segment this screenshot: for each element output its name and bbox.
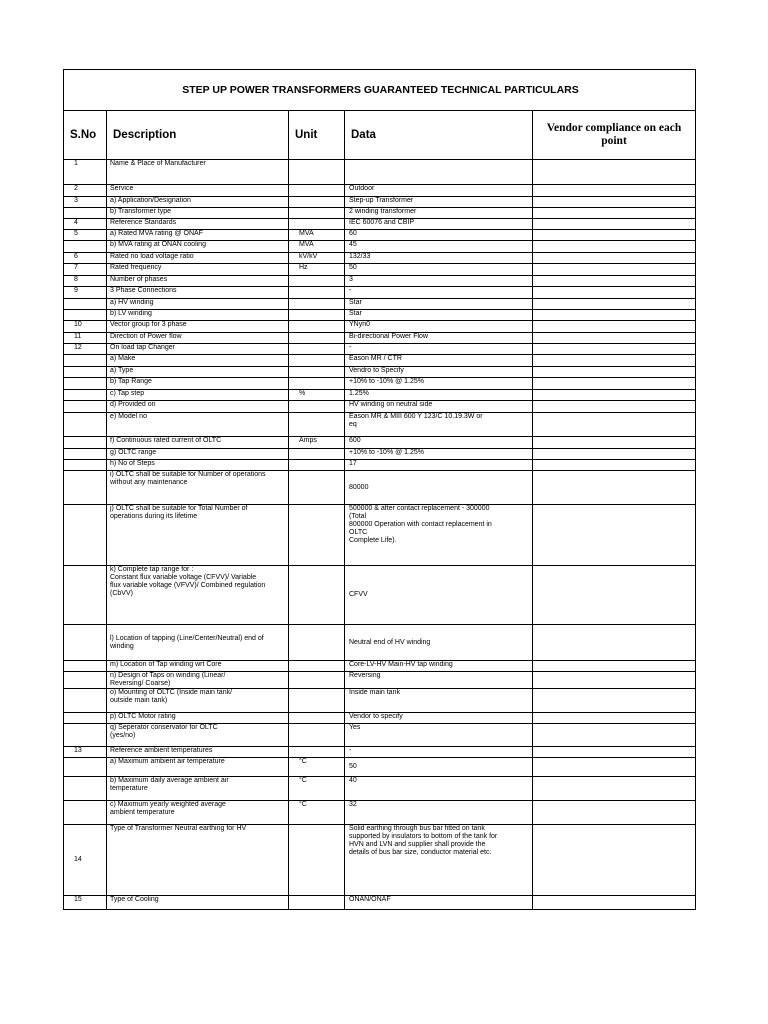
row-data: ONAN/ONAF [345,896,533,910]
header-description: Description [107,111,289,160]
row-vendor-compliance [533,724,696,747]
row-unit [289,287,345,299]
row-data: Inside main tank [345,689,533,713]
row-sno [64,777,107,801]
row-sno [64,724,107,747]
row-description: d) Provided on [107,401,289,413]
row-data: - [345,344,533,355]
row-vendor-compliance [533,355,696,367]
row-data: 45 [345,241,533,253]
table-row [64,185,696,197]
row-data: Core-LV-HV Main-HV tap winding [345,661,533,672]
title-row [64,70,696,111]
row-unit [289,661,345,672]
table-row [64,505,696,566]
row-unit [289,208,345,219]
row-sno: 13 [64,747,107,758]
row-data: 600 [345,437,533,449]
row-data: 60 [345,230,533,241]
row-data: CFVV [345,566,533,625]
table-row [64,310,696,321]
row-unit [289,713,345,724]
row-vendor-compliance [533,505,696,566]
row-vendor-compliance [533,264,696,276]
row-data: - [345,287,533,299]
row-vendor-compliance [533,460,696,471]
row-sno [64,437,107,449]
row-data: YNyn0 [345,321,533,333]
row-description: 3 Phase Connections [107,287,289,299]
row-sno [64,713,107,724]
table-row [64,672,696,689]
row-sno: 7 [64,264,107,276]
row-description: a) HV winding [107,299,289,310]
row-sno: 3 [64,197,107,208]
table-row [64,241,696,253]
table-row [64,413,696,437]
row-sno [64,390,107,401]
row-data: Outdoor [345,185,533,197]
row-unit [289,449,345,460]
table-row [64,321,696,333]
row-sno: 10 [64,321,107,333]
row-sno [64,505,107,566]
row-vendor-compliance [533,390,696,401]
row-sno [64,758,107,777]
table-row [64,264,696,276]
row-data: 17 [345,460,533,471]
row-vendor-compliance [533,219,696,230]
row-sno: 9 [64,287,107,299]
row-unit [289,310,345,321]
row-data: 80000 [345,471,533,505]
table-row [64,777,696,801]
row-description: b) MVA rating at ONAN cooling [107,241,289,253]
table-row [64,825,696,896]
row-description: Rated no load voltage ratio [107,253,289,264]
row-unit: % [289,390,345,401]
row-unit [289,219,345,230]
row-sno: 1 [64,160,107,185]
row-sno [64,672,107,689]
row-vendor-compliance [533,625,696,661]
row-data: Step-up Transformer [345,197,533,208]
row-unit: kV/kV [289,253,345,264]
row-vendor-compliance [533,661,696,672]
row-unit [289,566,345,625]
table-row [64,471,696,505]
row-description: Reference Standards [107,219,289,230]
row-data: 1.25% [345,390,533,401]
row-description: b) LV winding [107,310,289,321]
row-unit [289,625,345,661]
table-row [64,344,696,355]
row-description: a) Application/Designation [107,197,289,208]
row-unit [289,185,345,197]
row-vendor-compliance [533,276,696,287]
table-row [64,449,696,460]
row-sno: 4 [64,219,107,230]
row-description: Number of phases [107,276,289,287]
row-data: - [345,747,533,758]
row-vendor-compliance [533,413,696,437]
row-vendor-compliance [533,333,696,344]
row-description: c) Tap step [107,390,289,401]
row-data: 40 [345,777,533,801]
row-vendor-compliance [533,471,696,505]
row-unit: Hz [289,264,345,276]
row-unit [289,724,345,747]
row-description: Rated frequency [107,264,289,276]
row-description: h) No of Steps [107,460,289,471]
table-row [64,299,696,310]
row-sno [64,367,107,378]
table-row [64,197,696,208]
table-row [64,160,696,185]
row-vendor-compliance [533,253,696,264]
row-data: 2 winding transformer [345,208,533,219]
row-sno [64,689,107,713]
row-description: a) Type [107,367,289,378]
row-description: e) Model no [107,413,289,437]
row-sno [64,801,107,825]
row-description: n) Design of Taps on winding (Linear/ Reversing/ Coarse) [107,672,289,689]
row-data: +10% to -10% @ 1.25% [345,449,533,460]
row-unit [289,401,345,413]
row-sno: 8 [64,276,107,287]
row-vendor-compliance [533,801,696,825]
row-data: 50 [345,758,533,777]
row-sno [64,241,107,253]
row-description: Type of Cooling [107,896,289,910]
table-row [64,401,696,413]
row-description: b) Maximum daily average ambient air temperature [107,777,289,801]
table-row [64,276,696,287]
document-title: STEP UP POWER TRANSFORMERS GUARANTEED TECHNICAL PARTICULARS [64,70,696,111]
row-sno: 5 [64,230,107,241]
row-data: Eason MR / CTR [345,355,533,367]
row-vendor-compliance [533,777,696,801]
row-description: Type of Transformer Neutral earthing for HV [107,825,289,896]
row-sno [64,355,107,367]
row-vendor-compliance [533,321,696,333]
header-data: Data [345,111,533,160]
row-data: Solid earthing through bus bar fitted on tank supported by insulators to bottom of the tank for HVN and LVN and supplier shall provide the details of bus bar size, conductor material etc. [345,825,533,896]
row-description: q) Seperator conservator for OLTC (yes/no) [107,724,289,747]
table-row [64,437,696,449]
row-description: c) Maximum yearly weighted average ambient temperature [107,801,289,825]
row-description: b) Tap Range [107,378,289,390]
row-sno [64,208,107,219]
table-row [64,896,696,910]
table-row [64,355,696,367]
table-row [64,747,696,758]
row-sno [64,310,107,321]
row-vendor-compliance [533,896,696,910]
row-sno [64,661,107,672]
row-unit [289,460,345,471]
row-unit [289,299,345,310]
row-sno [64,378,107,390]
row-data: Reversing [345,672,533,689]
row-description: Name & Place of Manufacturer [107,160,289,185]
row-unit [289,471,345,505]
row-description: i) OLTC shall be suitable for Number of operations without any maintenance [107,471,289,505]
row-unit [289,689,345,713]
row-description: a) Make [107,355,289,367]
row-vendor-compliance [533,747,696,758]
table-row [64,566,696,625]
table-row [64,253,696,264]
row-description: On load tap Changer [107,344,289,355]
row-vendor-compliance [533,197,696,208]
row-vendor-compliance [533,344,696,355]
table-row [64,287,696,299]
row-data: IEC 60076 and CBIP [345,219,533,230]
row-unit [289,197,345,208]
row-data: HV winding on neutral side [345,401,533,413]
row-description: Reference ambient temperatures [107,747,289,758]
row-description: Direction of Power flow [107,333,289,344]
row-description: j) OLTC shall be suitable for Total Number of operations during its lifetime [107,505,289,566]
row-data: 3 [345,276,533,287]
row-data: 50 [345,264,533,276]
row-vendor-compliance [533,713,696,724]
table-row [64,689,696,713]
table-row [64,661,696,672]
row-description: a) Maximum ambient air temperature [107,758,289,777]
row-vendor-compliance [533,437,696,449]
table-row [64,801,696,825]
header-vendor-compliance: Vendor compliance on each point [533,111,696,160]
row-sno [64,566,107,625]
row-data: Bi-directional Power Flow [345,333,533,344]
row-unit [289,825,345,896]
row-sno: 11 [64,333,107,344]
header-unit: Unit [289,111,345,160]
row-unit [289,160,345,185]
row-description: f) Continuous rated current of OLTC [107,437,289,449]
row-unit [289,355,345,367]
table-row [64,230,696,241]
row-description: b) Transformer type [107,208,289,219]
row-sno [64,413,107,437]
row-unit [289,413,345,437]
table-row [64,724,696,747]
row-description: Vector group for 3 phase [107,321,289,333]
row-unit [289,276,345,287]
row-unit: Amps [289,437,345,449]
row-vendor-compliance [533,287,696,299]
row-sno: 15 [64,896,107,910]
technical-particulars-table [63,69,696,910]
row-sno [64,299,107,310]
row-sno [64,449,107,460]
header-row [64,111,696,160]
row-vendor-compliance [533,401,696,413]
row-unit [289,333,345,344]
row-vendor-compliance [533,299,696,310]
row-description: g) OLTC range [107,449,289,460]
table-row [64,367,696,378]
row-vendor-compliance [533,208,696,219]
row-data [345,160,533,185]
row-vendor-compliance [533,310,696,321]
table-row [64,625,696,661]
row-data: 500000 & after contact replacement - 300000 (Total 800000 Operation with contact replacement in OLTC Complete Life). [345,505,533,566]
header-sno: S.No [64,111,107,160]
row-data: Star [345,299,533,310]
row-sno: 12 [64,344,107,355]
row-vendor-compliance [533,689,696,713]
row-vendor-compliance [533,825,696,896]
row-unit [289,747,345,758]
row-unit [289,344,345,355]
row-vendor-compliance [533,367,696,378]
row-sno [64,460,107,471]
row-data: Neutral end of HV winding [345,625,533,661]
table-row [64,219,696,230]
row-data: 32 [345,801,533,825]
row-vendor-compliance [533,185,696,197]
table-row [64,390,696,401]
row-description: k) Complete tap range for : Constant flux variable voltage (CFVV)/ Variable flux variable voltage (VFVV)/ Combined regulation (CbVV) [107,566,289,625]
row-unit [289,367,345,378]
row-sno: 6 [64,253,107,264]
row-unit [289,672,345,689]
row-sno [64,471,107,505]
row-vendor-compliance [533,160,696,185]
row-vendor-compliance [533,378,696,390]
row-data: Yes [345,724,533,747]
row-vendor-compliance [533,672,696,689]
table-row [64,378,696,390]
row-description: a) Rated MVA rating @ ONAF [107,230,289,241]
row-sno [64,625,107,661]
table-row [64,208,696,219]
row-unit [289,378,345,390]
row-vendor-compliance [533,230,696,241]
row-unit [289,896,345,910]
row-vendor-compliance [533,566,696,625]
table-row [64,713,696,724]
row-data: +10% to -10% @ 1.25% [345,378,533,390]
row-data: Eason MR & MIII 600 Y 123/C 10.19.3W or eq [345,413,533,437]
row-data: Star [345,310,533,321]
row-unit: °C [289,777,345,801]
row-sno: 2 [64,185,107,197]
row-unit: °C [289,758,345,777]
row-unit: MVA [289,230,345,241]
row-description: l) Location of tapping (Line/Center/Neutral) end of winding [107,625,289,661]
row-data: Vendor to specify [345,713,533,724]
row-description: p) OLTC Motor rating [107,713,289,724]
table-row [64,333,696,344]
row-vendor-compliance [533,241,696,253]
row-description: o) Mounting of OLTC (Inside main tank/ outside main tank) [107,689,289,713]
row-unit: MVA [289,241,345,253]
row-description: Service [107,185,289,197]
row-description: m) Location of Tap winding wrt Core [107,661,289,672]
table-row [64,758,696,777]
row-unit [289,321,345,333]
row-unit [289,505,345,566]
row-data: Vendro to Specify [345,367,533,378]
table-row [64,460,696,471]
row-unit: °C [289,801,345,825]
row-sno [64,401,107,413]
row-sno: 14 [64,825,107,896]
row-vendor-compliance [533,449,696,460]
row-data: 132/33 [345,253,533,264]
row-vendor-compliance [533,758,696,777]
